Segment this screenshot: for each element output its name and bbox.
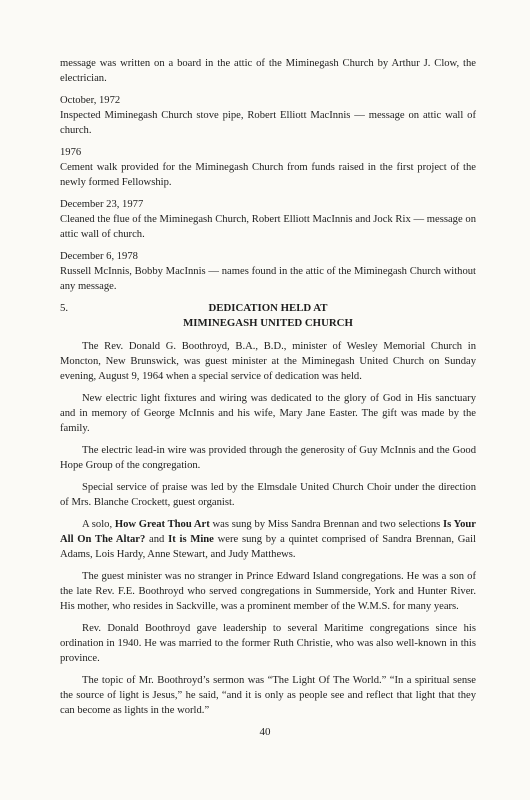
- paragraph-praise-service: Special service of praise was led by the Elmsdale United Church Choir under the direction of Mrs. Blanche Crockett, guest organist.: [60, 482, 476, 508]
- paragraph-sermon: The topic of Mr. Boothroyd’s sermon was “The Light Of The World.” “In a spiritual sense the source of light is Jesus,” he said, “and it is only as people see and reflect that light that they can become as lights in the world.”: [60, 675, 476, 716]
- log-entry: [60, 145, 476, 190]
- solo-text-c: and: [145, 534, 169, 545]
- paragraph-leadership: Rev. Donald Boothroyd gave leadership to several Maritime congregations since his ordination in 1940. He was married to the former Ruth Christie, who was also well-known in this province.: [60, 623, 476, 664]
- paragraph-light-fixtures: New electric light fixtures and wiring was dedicated to the glory of God in His sanctuary and in memory of George McInnis and his wife, Mary Jane Easter. The gift was made by the family.: [60, 393, 476, 434]
- paragraph-guest-background: The guest minister was no stranger in Prince Edward Island congregations. He was a son of the late Rev. F.E. Boothroyd who served congregations in Summerside, York and Hunter River. His mother, who resides in Sackville, was a prominent member of the W.M.S. for many years.: [60, 571, 476, 612]
- log-text: Cement walk provided for the Miminegash Church from funds raised in the first project of the newly formed Fellowship.: [60, 162, 476, 188]
- log-entry: [60, 249, 476, 294]
- section-heading: [60, 301, 476, 331]
- song-title: How Great Thou Art: [114, 519, 210, 530]
- paragraph-lead-in-wire: The electric lead-in wire was provided through the generosity of Guy McInnis and the Good Hope Group of the congregation.: [60, 445, 476, 471]
- song-title: Is Your All On The Altar?: [60, 519, 476, 545]
- log-date: December 23, 1977: [60, 199, 144, 210]
- log-entry: [60, 93, 476, 138]
- log-text: Cleaned the flue of the Miminegash Church, Robert Elliott MacInnis and Jock Rix — message on attic wall of church.: [60, 214, 476, 240]
- log-date: October, 1972: [60, 95, 121, 106]
- solo-text-b: was sung by Miss Sandra Brennan and two selections: [209, 519, 444, 530]
- solo-text-a: A solo,: [82, 519, 115, 530]
- log-text: Russell McInnis, Bobby MacInnis — names found in the attic of the Miminegash Church without any message.: [60, 266, 476, 292]
- log-date: 1976: [60, 147, 82, 158]
- song-title: It is Mine: [168, 534, 214, 545]
- page-body: [60, 56, 476, 725]
- page-number: 40: [259, 726, 271, 738]
- section-title-line1: DEDICATION HELD AT: [208, 302, 328, 314]
- log-entry: [60, 197, 476, 242]
- paragraph-guest-minister: The Rev. Donald G. Boothroyd, B.A., B.D., minister of Wesley Memorial Church in Moncton, New Brunswick, was guest minister at the Miminegash United Church on Sunday evening, August 9, 1964 when a special service of dedication was held.: [60, 341, 476, 382]
- log-text: Inspected Miminegash Church stove pipe, Robert Elliott MacInnis — message on attic wall of church.: [60, 110, 476, 136]
- section-number: 5.: [60, 302, 69, 314]
- paragraph-solo: [60, 517, 476, 562]
- intro-paragraph: message was written on a board in the attic of the Miminegash Church by Arthur J. Clow, the electrician.: [60, 58, 476, 84]
- section-title-line2: MIMINEGASH UNITED CHURCH: [183, 317, 353, 329]
- log-date: December 6, 1978: [60, 251, 138, 262]
- solo-text-d: were sung by a quintet comprised of Sandra Brennan, Gail Adams, Lois Hardy, Anne Stewart, and Judy Matthews.: [60, 534, 476, 560]
